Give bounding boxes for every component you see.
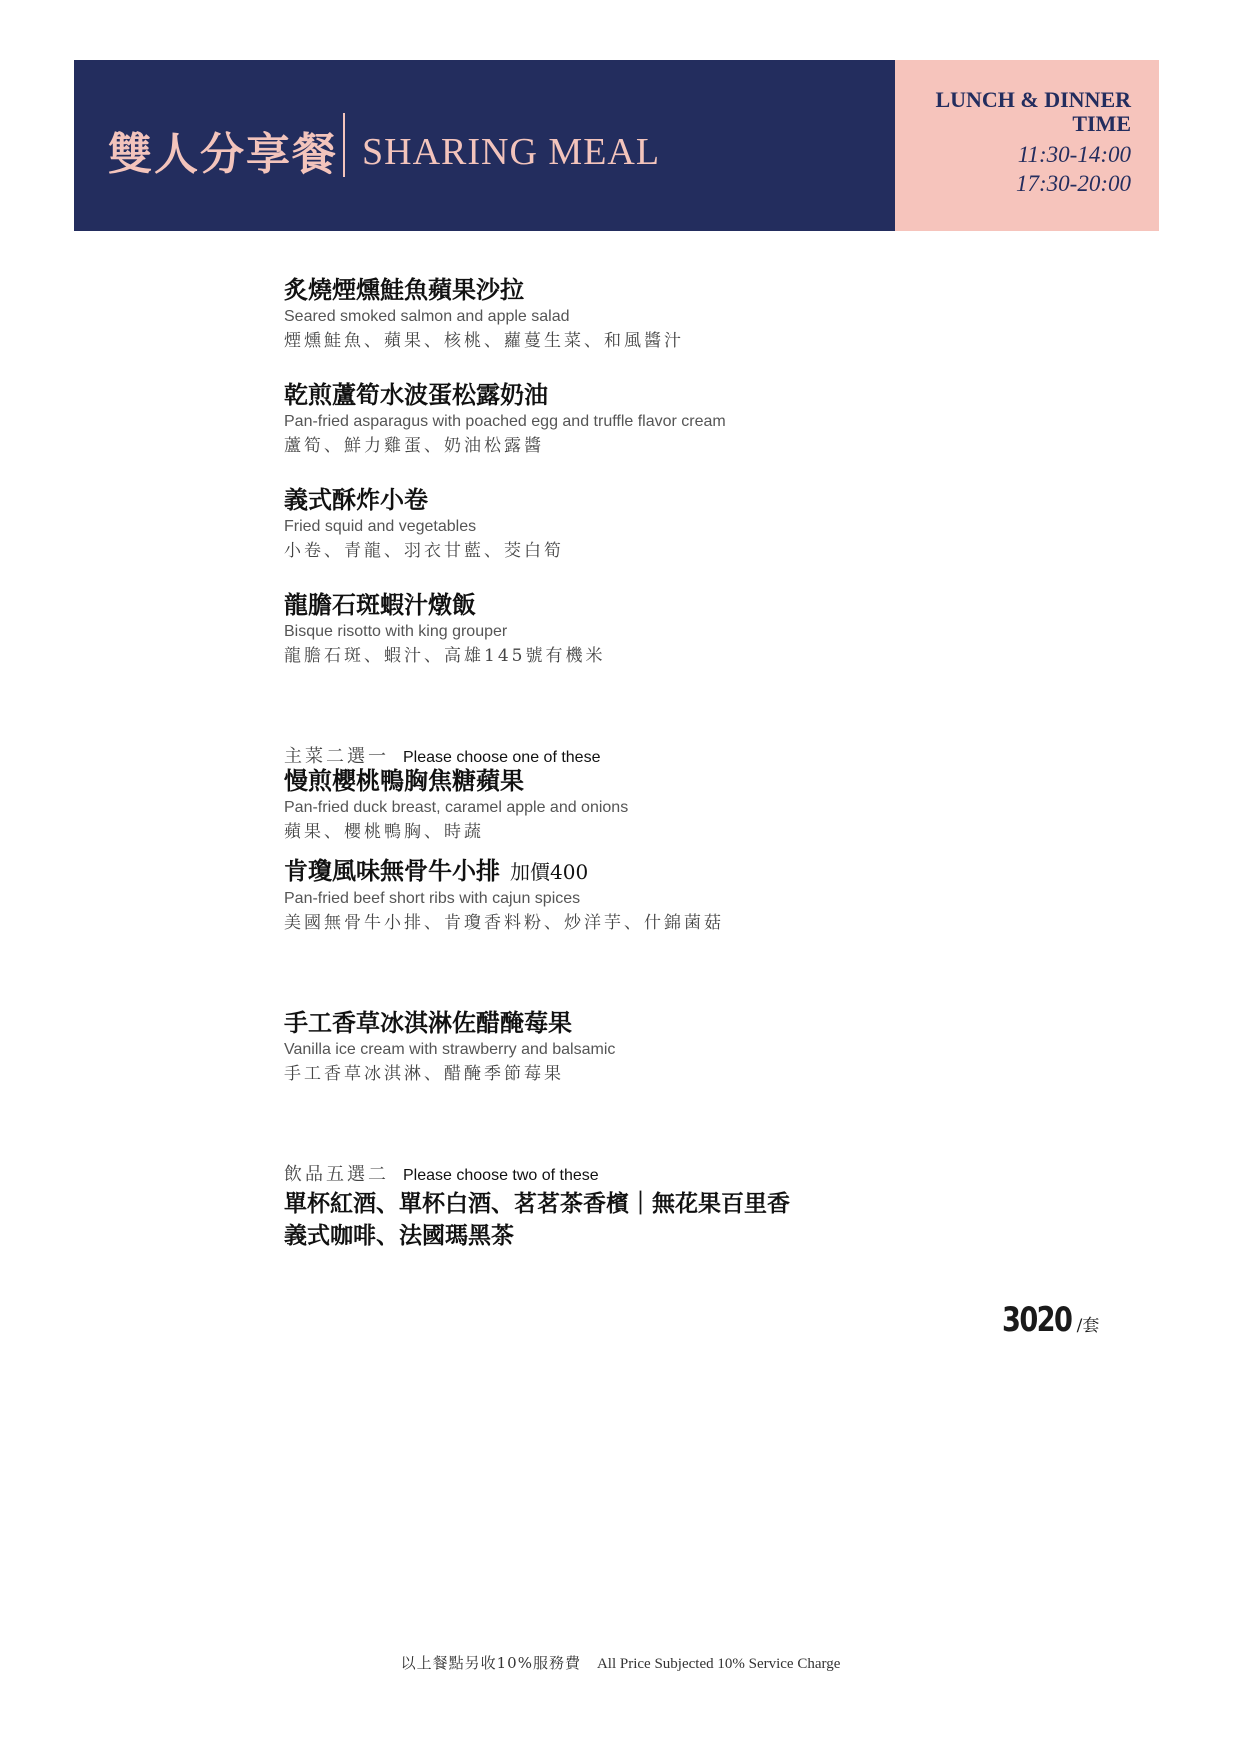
dish-ingredients: 蘋果、櫻桃鴨胸、時蔬	[284, 822, 484, 842]
drinks-label-zh: 飲品五選二	[284, 1164, 389, 1185]
lunch-time: 11:30-14:00	[1017, 142, 1131, 167]
price-unit: /套	[1076, 1316, 1100, 1336]
dish-ingredients: 小卷、青龍、羽衣甘藍、茭白筍	[284, 541, 564, 561]
dessert-item	[284, 1008, 615, 1086]
service-charge-en: All Price Subjected 10% Service Charge	[596, 1656, 841, 1672]
dish-name-zh: 龍膽石斑蝦汁燉飯	[284, 590, 476, 619]
dish-name-zh: 義式酥炸小卷	[284, 485, 428, 514]
dish-name-en: Pan-fried beef short ribs with cajun spices	[284, 890, 581, 907]
course-item	[284, 485, 564, 563]
dish-name-zh: 肯瓊風味無骨牛小排	[284, 856, 500, 885]
dish-name-en: Fried squid and vegetables	[284, 518, 477, 535]
dish-name-zh: 手工香草冰淇淋佐醋醃莓果	[284, 1008, 572, 1037]
dinner-time: 17:30-20:00	[1016, 171, 1131, 196]
page-title-zh: 雙人分享餐	[108, 129, 338, 180]
dish-name-en: Pan-fried asparagus with poached egg and truffle flavor cream	[284, 413, 726, 430]
time-label-line1: LUNCH & DINNER	[935, 87, 1131, 112]
dish-name-row	[284, 856, 724, 887]
time-box	[895, 60, 1159, 231]
drinks-list	[284, 1188, 790, 1252]
main-course-label	[284, 742, 600, 768]
dish-name-en: Bisque risotto with king grouper	[284, 623, 508, 640]
dish-name-zh: 慢煎櫻桃鴨胸焦糖蘋果	[284, 766, 524, 795]
service-charge-note	[0, 1652, 1241, 1673]
page-title-en: SHARING MEAL	[362, 131, 661, 173]
main-course-label-en: Please choose one of these	[403, 749, 601, 766]
set-price	[1002, 1300, 1099, 1340]
main-course-item	[284, 856, 724, 935]
dish-name-en: Vanilla ice cream with strawberry and balsamic	[284, 1041, 616, 1058]
dish-name-en: Pan-fried duck breast, caramel apple and onions	[284, 799, 629, 816]
course-item	[284, 380, 726, 458]
dish-ingredients: 手工香草冰淇淋、醋醃季節莓果	[284, 1064, 564, 1084]
service-charge-zh: 以上餐點另收10%服務費	[400, 1654, 581, 1672]
dish-ingredients: 龍膽石斑、蝦汁、高雄145號有機米	[284, 646, 606, 666]
header-divider	[343, 113, 345, 177]
price-amount: 3020	[1002, 1300, 1072, 1340]
drinks-label-en: Please choose two of these	[403, 1167, 599, 1184]
dish-name-zh: 乾煎蘆筍水波蛋松露奶油	[284, 380, 548, 409]
dish-ingredients: 煙燻鮭魚、蘋果、核桃、蘿蔓生菜、和風醬汁	[284, 331, 684, 351]
course-item	[284, 590, 605, 668]
dish-ingredients: 蘆筍、鮮力雞蛋、奶油松露醬	[284, 436, 544, 456]
dish-name-zh: 炙燒煙燻鮭魚蘋果沙拉	[284, 275, 524, 304]
main-course-label-zh: 主菜二選一	[284, 746, 389, 767]
time-label-line2: TIME	[1072, 111, 1131, 136]
drinks-line: 單杯紅酒、單杯白酒、茗茗茶香檳｜無花果百里香	[284, 1190, 790, 1217]
main-course-item	[284, 766, 628, 844]
drinks-line: 義式咖啡、法國瑪黑茶	[284, 1222, 514, 1249]
dish-ingredients: 美國無骨牛小排、肯瓊香料粉、炒洋芋、什錦菌菇	[284, 913, 724, 933]
dish-name-en: Seared smoked salmon and apple salad	[284, 308, 570, 325]
course-item	[284, 275, 684, 353]
drinks-label	[284, 1160, 599, 1186]
surcharge: 加價400	[510, 860, 589, 884]
